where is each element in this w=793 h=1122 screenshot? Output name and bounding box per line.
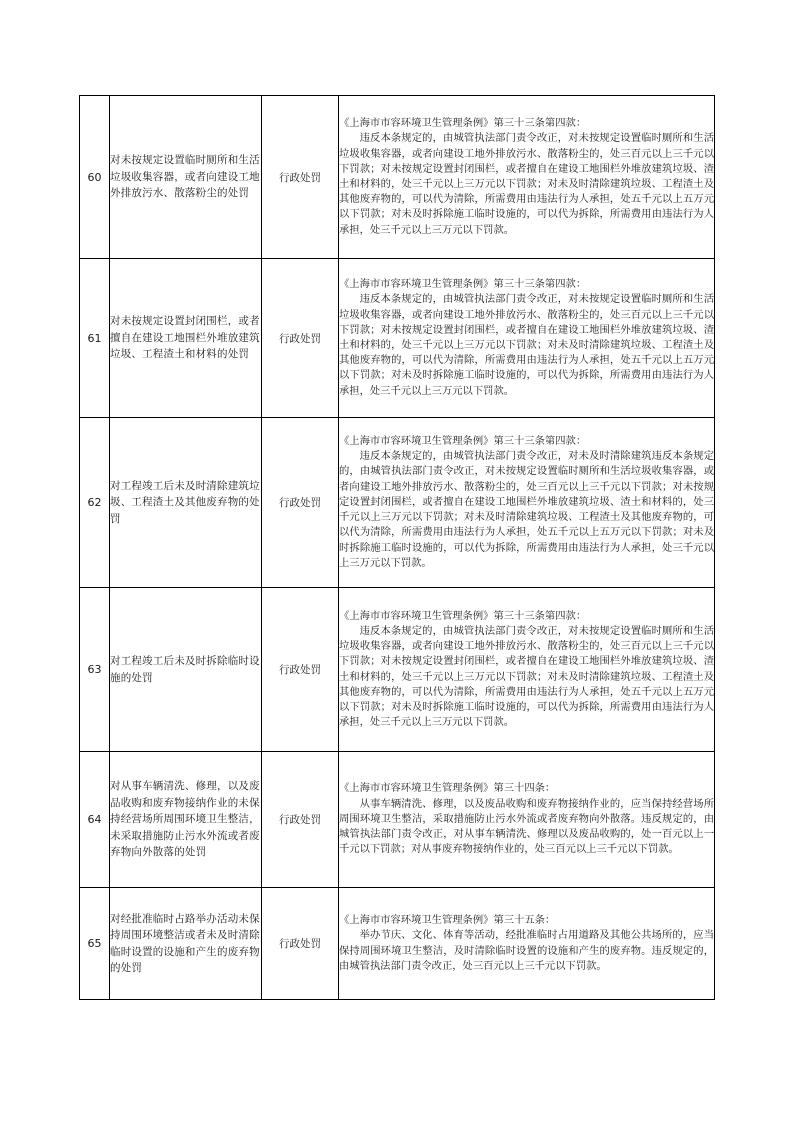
basis-body: 违反本条规定的，由城管执法部门责令改正，对未按规定设置临时厕所和生活垃圾收集容器，或者向建设工地外排放污水、散落粉尘的，处三百元以上三千元以下罚款；对未按规定设置封闭围栏，或者擅自在建设工地围栏外堆放建筑垃圾、渣土和材料的，处三千元以上三万元以下罚款；对未及时清除建筑垃圾、工程渣土及其他废弃物的，可以代为清除，所需费用由违法行为人承担，处五千元以上五万元以下罚款；对未及时拆除施工临时设施的，可以代为拆除，所需费用由违法行为人承担，处三千元以上三万元以下罚款。: [339, 132, 714, 236]
item-name: 对工程竣工后未及时清除建筑垃圾、工程渣土及其他废弃物的处罚: [110, 418, 262, 588]
table-row: [80, 418, 715, 588]
item-name: 对从事车辆清洗、修理，以及废品收购和废弃物接纳作业的未保持经营场所周围环境卫生整洁，未采取措施防止污水外流或者废弃物向外散落的处罚: [110, 752, 262, 888]
basis-body: 违反本条规定的，由城管执法部门责令改正，对未按规定设置临时厕所和生活垃圾收集容器，或者向建设工地外排放污水、散落粉尘的，处三百元以上三千元以下罚款；对未按规定设置封闭围栏，或者擅自在建设工地围栏外堆放建筑垃圾、渣土和材料的，处三千元以上三万元以下罚款；对未及时清除建筑垃圾、工程渣土及其他废弃物的，可以代为清除，所需费用由违法行为人承担，处五千元以上五万元以下罚款；对未及时拆除施工临时设施的，可以代为拆除，所需费用由违法行为人承担，处三千元以上三万元以下罚款。: [339, 293, 714, 397]
legal-basis: [339, 259, 715, 418]
item-name: 对经批准临时占路举办活动未保持周围环境整洁或者未及时清除临时设置的设施和产生的废弃物的处罚: [110, 888, 262, 1000]
item-type: 行政处罚: [262, 588, 339, 752]
basis-title: 《上海市市容环境卫生管理条例》第三十三条第四款：: [339, 117, 587, 130]
basis-title: 《上海市市容环境卫生管理条例》第三十五条：: [339, 914, 556, 927]
row-number: 61: [80, 259, 110, 418]
table-row: [80, 888, 715, 1000]
penalty-table: [79, 95, 715, 1000]
item-name: 对工程竣工后未及时拆除临时设施的处罚: [110, 588, 262, 752]
basis-title: 《上海市市容环境卫生管理条例》第三十三条第四款：: [339, 278, 587, 291]
basis-title: 《上海市市容环境卫生管理条例》第三十三条第四款：: [339, 435, 587, 448]
table-row: [80, 752, 715, 888]
table-row: [80, 588, 715, 752]
item-name: 对未按规定设置封闭围栏，或者擅自在建设工地围栏外堆放建筑垃圾、工程渣土和材料的处罚: [110, 259, 262, 418]
item-name: 对未按规定设置临时厕所和生活垃圾收集容器，或者向建设工地外排放污水、散落粉尘的处罚: [110, 96, 262, 259]
row-number: 64: [80, 752, 110, 888]
row-number: 63: [80, 588, 110, 752]
table-row: [80, 96, 715, 259]
basis-body: 举办节庆、文化、体育等活动，经批准临时占用道路及其他公共场所的，应当保持周围环境卫生整洁，及时清除临时设置的设施和产生的废弃物。违反规定的，由城管执法部门责令改正，处三百元以上三千元以下罚款。: [339, 929, 714, 972]
row-number: 62: [80, 418, 110, 588]
item-type: 行政处罚: [262, 418, 339, 588]
legal-basis: [339, 752, 715, 888]
basis-title: 《上海市市容环境卫生管理条例》第三十三条第四款：: [339, 609, 587, 622]
row-number: 60: [80, 96, 110, 259]
row-number: 65: [80, 888, 110, 1000]
basis-body: 违反本条规定的，由城管执法部门责令改正，对未及时清除建筑违反本条规定的，由城管执法部门责令改正，对未按规定设置临时厕所和生活垃圾收集容器，或者向建设工地外排放污水、散落粉尘的，处三百元以上三千元以下罚款；对未按规定设置封闭围栏，或者擅自在建设工地围栏外堆放建筑垃圾、渣土和材料的，处三千元以上三万元以下罚款；对未及时清除建筑垃圾、工程渣土及其他废弃物的，可以代为清除，所需费用由违法行为人承担，处五千元以上五万元以下罚款；对未及时拆除施工临时设施的，可以代为拆除，所需费用由违法行为人承担，处三千元以上三万元以下罚款。: [339, 450, 714, 569]
basis-title: 《上海市市容环境卫生管理条例》第三十四条：: [339, 782, 556, 795]
item-type: 行政处罚: [262, 752, 339, 888]
basis-body: 从事车辆清洗、修理，以及废品收购和废弃物接纳作业的，应当保持经营场所周围环境卫生整洁，采取措施防止污水外流或者废弃物向外散落。违反规定的，由城管执法部门责令改正，对从事车辆清洗、修理以及废品收购的，处一百元以上一千元以下罚款；对从事废弃物接纳作业的，处三百元以上三千元以下罚款。: [339, 797, 714, 856]
basis-body: 违反本条规定的，由城管执法部门责令改正，对未按规定设置临时厕所和生活垃圾收集容器，或者向建设工地外排放污水、散落粉尘的，处三百元以上三千元以下罚款；对未按规定设置封闭围栏，或者擅自在建设工地围栏外堆放建筑垃圾、渣土和材料的，处三千元以上三万元以下罚款；对未及时清除建筑垃圾、工程渣土及其他废弃物的，可以代为清除，所需费用由违法行为人承担，处五千元以上五万元以下罚款；对未及时拆除施工临时设施的，可以代为拆除，所需费用由违法行为人承担，处三千元以上三万元以下罚款。: [339, 624, 714, 729]
legal-basis: [339, 96, 715, 259]
item-type: 行政处罚: [262, 259, 339, 418]
item-type: 行政处罚: [262, 96, 339, 259]
legal-basis: [339, 888, 715, 1000]
legal-basis: [339, 588, 715, 752]
table-row: [80, 259, 715, 418]
legal-basis: [339, 418, 715, 588]
item-type: 行政处罚: [262, 888, 339, 1000]
